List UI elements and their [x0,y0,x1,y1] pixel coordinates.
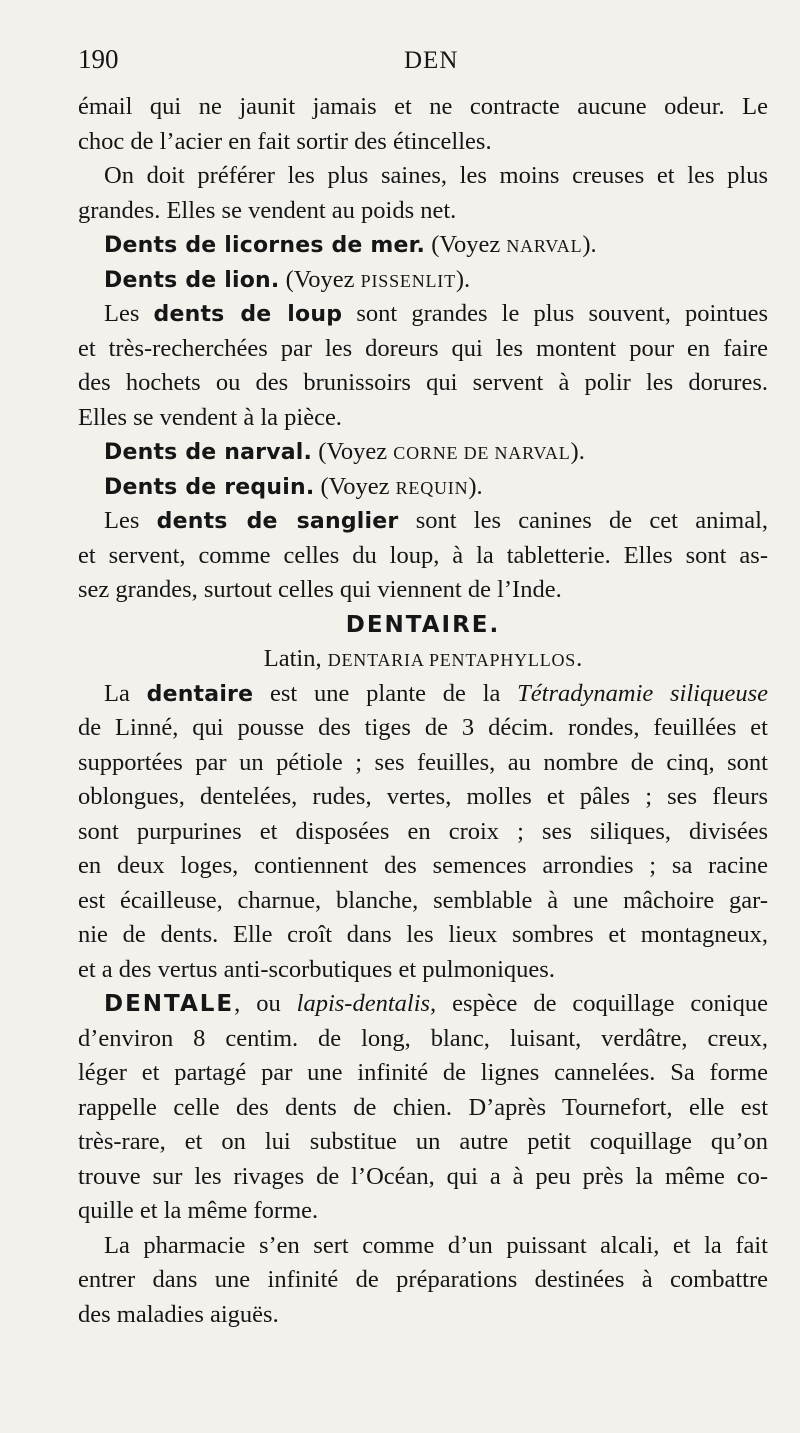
text-line [78,297,768,332]
small-caps-ref: CORNE DE NARVAL [393,443,571,463]
text-line [78,780,768,815]
text-span: sont purpurines et disposées en croix ; ses siliques, divisées [78,817,768,845]
bold-term: dentaire [146,681,254,707]
text-span: (Voyez [425,231,507,258]
page-number: 190 [78,44,119,74]
text-span: rappelle celle des dents de chien. D’après Tournefort, elle est [78,1093,768,1121]
text-span: quille et la même forme. [78,1197,319,1224]
bold-term: Dents de lion. [104,267,280,293]
bold-term: dents de sanglier [156,509,399,534]
text-line [78,401,768,436]
text-span: ). [582,231,597,258]
text-line [78,194,768,229]
text-line [78,573,768,608]
text-line [78,642,768,677]
text-span: Les [104,300,154,327]
text-span: et a des vertus anti-scorbutiques et pulmoniques. [78,955,555,983]
text-line [78,815,768,850]
text-line [78,263,768,298]
text-span: , ou [234,990,297,1017]
text-span: des hochets ou des brunissoirs qui servent à polir les dorures. [78,369,768,396]
text-line [78,1091,768,1126]
text-line [78,159,768,194]
text-span: léger et partagé par une infinité de lignes cannelées. Sa forme [78,1059,768,1086]
text-span: trouve sur les rivages de l’Océan, qui a à peu près la même co- [78,1162,768,1190]
bold-term: Dents de requin. [104,474,315,500]
text-span: est écailleuse, charnue, blanche, semblable à une mâchoire gar- [78,886,768,914]
text-span: On doit préférer les plus saines, les moins creuses et les plus [104,162,768,189]
text-line [78,1298,768,1333]
text-line [78,918,768,953]
page-body [78,90,768,1332]
text-span: sez grandes, surtout celles qui viennent de l’Inde. [78,576,562,603]
text-line [78,1229,768,1264]
text-span: espèce de coquillage conique [436,990,768,1017]
text-span: est une plante de la [253,679,518,707]
small-caps-ref: REQUIN [395,477,469,498]
text-line [78,90,768,125]
text-span: (Voyez [312,438,394,465]
text-line [78,504,768,539]
text-span: émail qui ne jaunit jamais et ne contracte aucune odeur. Le [78,93,768,120]
bold-term: Dents de licornes de mer. [104,233,426,258]
text-span: sont grandes le plus souvent, pointues [342,300,768,327]
small-caps-ref: DENTARIA PENTAPHYLLOS [327,650,577,670]
text-line [78,884,768,919]
text-line [78,228,768,263]
text-span: Latin, [263,645,328,672]
text-line [78,608,768,643]
text-line [78,1125,768,1160]
text-span: très-rare, et on lui substitue un autre petit coquillage qu’on [78,1128,768,1155]
text-line [78,1160,768,1195]
text-line [78,332,768,367]
page-header [78,44,468,84]
text-span: (Voyez [314,472,396,500]
text-line [78,746,768,781]
text-line [78,677,768,712]
text-span: et servent, comme celles du loup, à la tabletterie. Elles sont as- [78,541,768,569]
text-line [78,1263,768,1298]
text-span: La pharmacie s’en sert comme d’un puissant alcali, et la fait [104,1231,768,1259]
text-span: ). [455,265,471,293]
bold-term: Dents de narval. [104,440,313,465]
text-span: (Voyez [279,265,361,293]
text-line [78,539,768,574]
text-span: entrer dans une infinité de préparations destinées à combattre [78,1266,768,1293]
text-line [78,435,768,470]
text-span: supportées par un pétiole ; ses feuilles, au nombre de cinq, sont [78,748,768,776]
text-span: de Linné, qui pousse des tiges de 3 décim. rondes, feuillées et [78,714,768,741]
text-span: oblongues, dentelées, rudes, vertes, molles et pâles ; ses fleurs [78,783,768,810]
text-span: Elles se vendent à la pièce. [78,403,342,431]
text-span: nie de dents. Elle croît dans les lieux sombres et montagneux, [78,921,768,948]
text-line [78,1056,768,1091]
small-caps-ref: PISSENLIT [360,270,456,291]
text-span: des maladies aiguës. [78,1300,279,1328]
text-span: sont les canines de cet animal, [398,507,768,534]
text-span: en deux loges, contiennent des semences arrondies ; sa racine [78,852,768,879]
bold-term: dents de loup [153,302,343,327]
text-line [78,366,768,401]
text-line [78,125,768,160]
bold-term: DENTAIRE. [345,611,501,638]
text-span: grandes. Elles se vendent au poids net. [78,196,457,224]
text-line [78,470,768,505]
text-line [78,849,768,884]
italic-term: Tétradynamie siliqueuse [517,679,768,707]
text-span: d’environ 8 centim. de long, blanc, luisant, verdâtre, creux, [78,1024,768,1052]
text-span: ). [468,472,483,500]
text-span: choc de l’acier en fait sortir des étincelles. [78,127,492,155]
text-span: ). [570,438,585,465]
italic-term: lapis-dentalis, [296,990,437,1017]
text-span: La [104,679,147,707]
text-line [78,1022,768,1057]
text-line [78,953,768,988]
small-caps-ref: NARVAL [506,236,583,256]
text-line [78,987,768,1022]
text-span: Les [104,507,157,534]
text-span: . [576,645,583,672]
text-line [78,711,768,746]
bold-term: DENTALE [104,991,235,1017]
text-span: et très-recherchées par les doreurs qui les montent pour en faire [78,334,768,362]
text-line [78,1194,768,1229]
running-head: DEN [404,47,459,74]
